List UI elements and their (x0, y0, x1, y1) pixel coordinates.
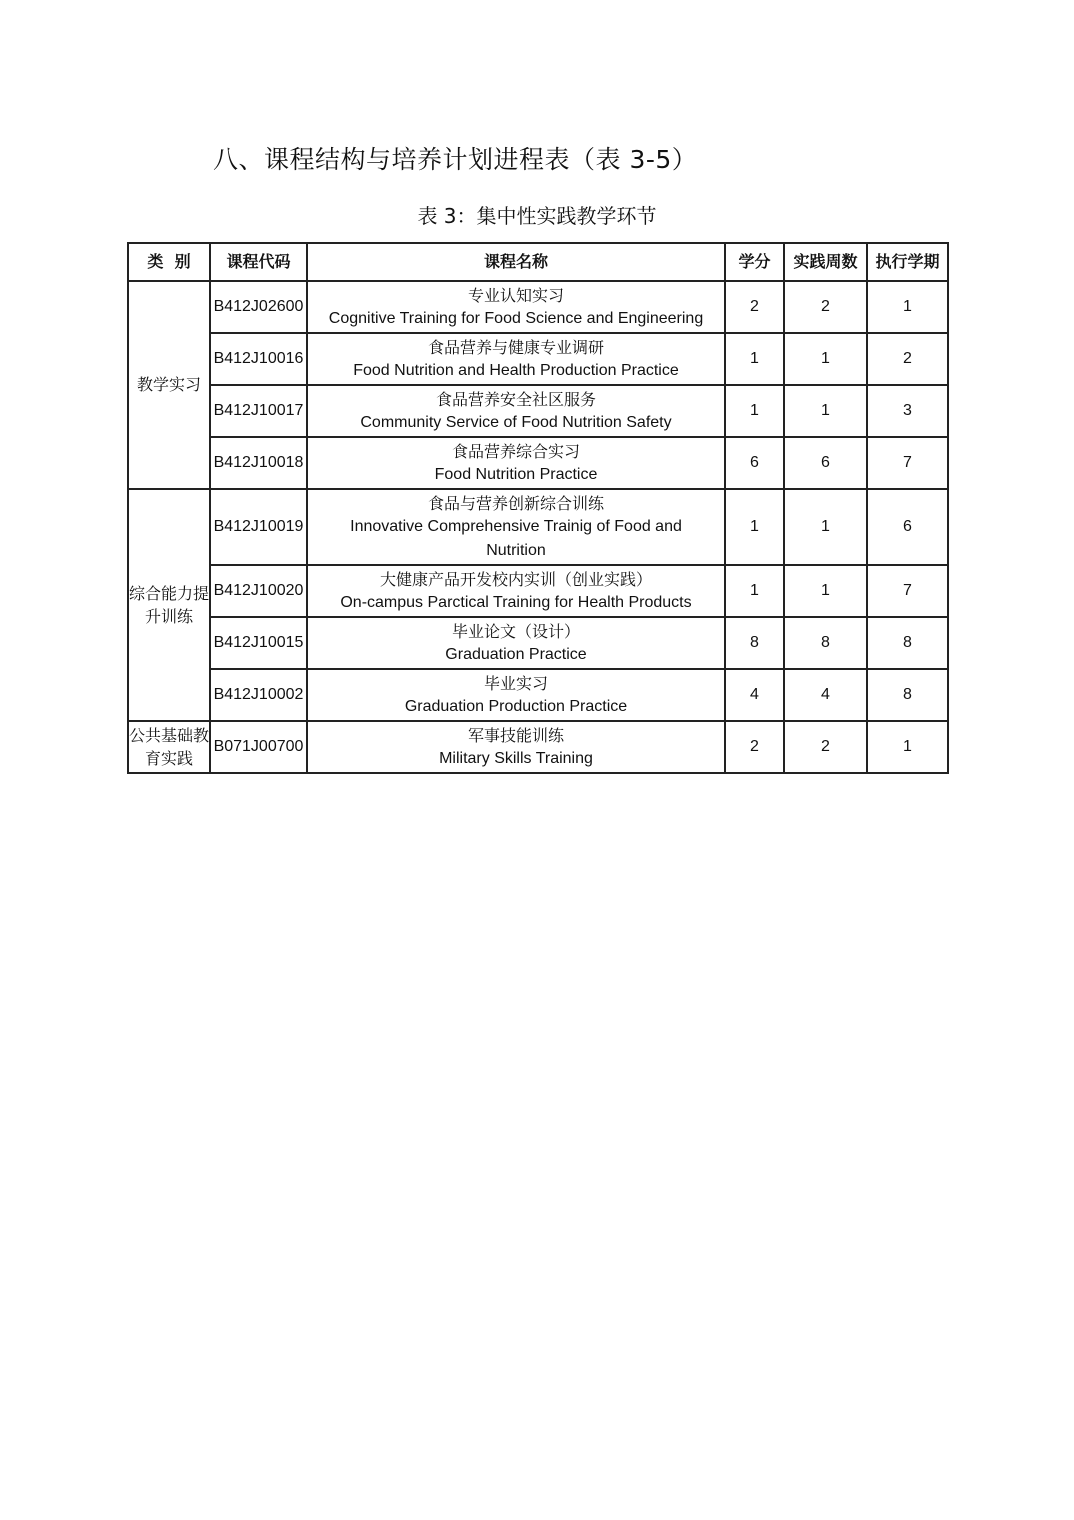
course-name (307, 617, 725, 669)
course-name-en: Community Service of Food Nutrition Safety (360, 414, 672, 431)
header-credits: 学分 (725, 243, 784, 281)
practice-weeks: 6 (784, 437, 867, 489)
table-row (128, 333, 948, 385)
credits: 4 (725, 669, 784, 721)
semester: 1 (867, 721, 948, 773)
table-header-row (128, 243, 948, 281)
course-name-cn: 食品与营养创新综合训练 (427, 493, 604, 513)
table-caption: 表 3：集中性实践教学环节 (417, 204, 657, 228)
course-name-en: Cognitive Training for Food Science and Engineering (328, 310, 704, 327)
practice-weeks: 4 (784, 669, 867, 721)
course-name (307, 385, 725, 437)
practice-weeks: 8 (784, 617, 867, 669)
course-name-en: Graduation Production Practice (404, 698, 628, 715)
semester: 6 (867, 489, 948, 565)
course-name-cn: 专业认知实习 (467, 285, 564, 305)
table-row (128, 385, 948, 437)
header-course-code: 课程代码 (210, 243, 307, 281)
practice-course-table (127, 242, 949, 774)
semester: 8 (867, 617, 948, 669)
table-row (128, 617, 948, 669)
semester: 7 (867, 437, 948, 489)
semester: 8 (867, 669, 948, 721)
course-name (307, 437, 725, 489)
course-name-en: Military Skills Training (439, 750, 593, 767)
credits: 1 (725, 333, 784, 385)
course-name-en: On-campus Parctical Training for Health Products (340, 594, 692, 611)
course-code: B412J10015 (210, 617, 307, 669)
credits: 1 (725, 489, 784, 565)
header-category: 类 别 (128, 243, 210, 281)
course-name (307, 565, 725, 617)
table-row (128, 489, 948, 565)
credits: 1 (725, 565, 784, 617)
table-row (128, 721, 948, 773)
credits: 2 (725, 281, 784, 333)
credits: 6 (725, 437, 784, 489)
course-name-en: Graduation Practice (445, 646, 587, 663)
semester: 7 (867, 565, 948, 617)
header-practice-weeks: 实践周数 (784, 243, 867, 281)
table-row (128, 281, 948, 333)
category-cell: 综合能力提升训练 (128, 489, 210, 721)
practice-weeks: 1 (784, 385, 867, 437)
header-semester: 执行学期 (867, 243, 948, 281)
course-name-en: Food Nutrition Practice (434, 466, 598, 483)
practice-weeks: 2 (784, 721, 867, 773)
category-cell: 教学实习 (128, 281, 210, 489)
practice-weeks: 1 (784, 333, 867, 385)
course-name-cn: 毕业实习 (483, 673, 548, 693)
credits: 1 (725, 385, 784, 437)
course-code: B412J10017 (210, 385, 307, 437)
course-code: B412J02600 (210, 281, 307, 333)
course-name-cn: 大健康产品开发校内实训（创业实践） (379, 569, 652, 589)
course-name (307, 669, 725, 721)
course-code: B412J10019 (210, 489, 307, 565)
section-heading: 八、课程结构与培养计划进程表（表 3-5） (213, 145, 698, 174)
category-cell: 公共基础教育实践 (128, 721, 210, 773)
practice-weeks: 2 (784, 281, 867, 333)
course-code: B412J10020 (210, 565, 307, 617)
course-name-cn: 食品营养与健康专业调研 (427, 337, 604, 357)
course-name (307, 721, 725, 773)
credits: 2 (725, 721, 784, 773)
course-name-en: Innovative Comprehensive Trainig of Food and Nutrition (350, 518, 682, 559)
practice-weeks: 1 (784, 565, 867, 617)
course-name (307, 489, 725, 565)
course-name-cn: 食品营养安全社区服务 (435, 389, 596, 409)
header-course-name: 课程名称 (307, 243, 725, 281)
semester: 3 (867, 385, 948, 437)
semester: 2 (867, 333, 948, 385)
course-code: B412J10016 (210, 333, 307, 385)
credits: 8 (725, 617, 784, 669)
practice-weeks: 1 (784, 489, 867, 565)
course-name-cn: 食品营养综合实习 (451, 441, 580, 461)
course-name (307, 333, 725, 385)
course-name-cn: 毕业论文（设计） (451, 621, 580, 641)
course-code: B412J10018 (210, 437, 307, 489)
table-row (128, 669, 948, 721)
course-code: B071J00700 (210, 721, 307, 773)
course-name (307, 281, 725, 333)
semester: 1 (867, 281, 948, 333)
table-row (128, 437, 948, 489)
course-name-en: Food Nutrition and Health Production Practice (353, 362, 679, 379)
course-code: B412J10002 (210, 669, 307, 721)
table-row (128, 565, 948, 617)
course-name-cn: 军事技能训练 (467, 725, 564, 745)
